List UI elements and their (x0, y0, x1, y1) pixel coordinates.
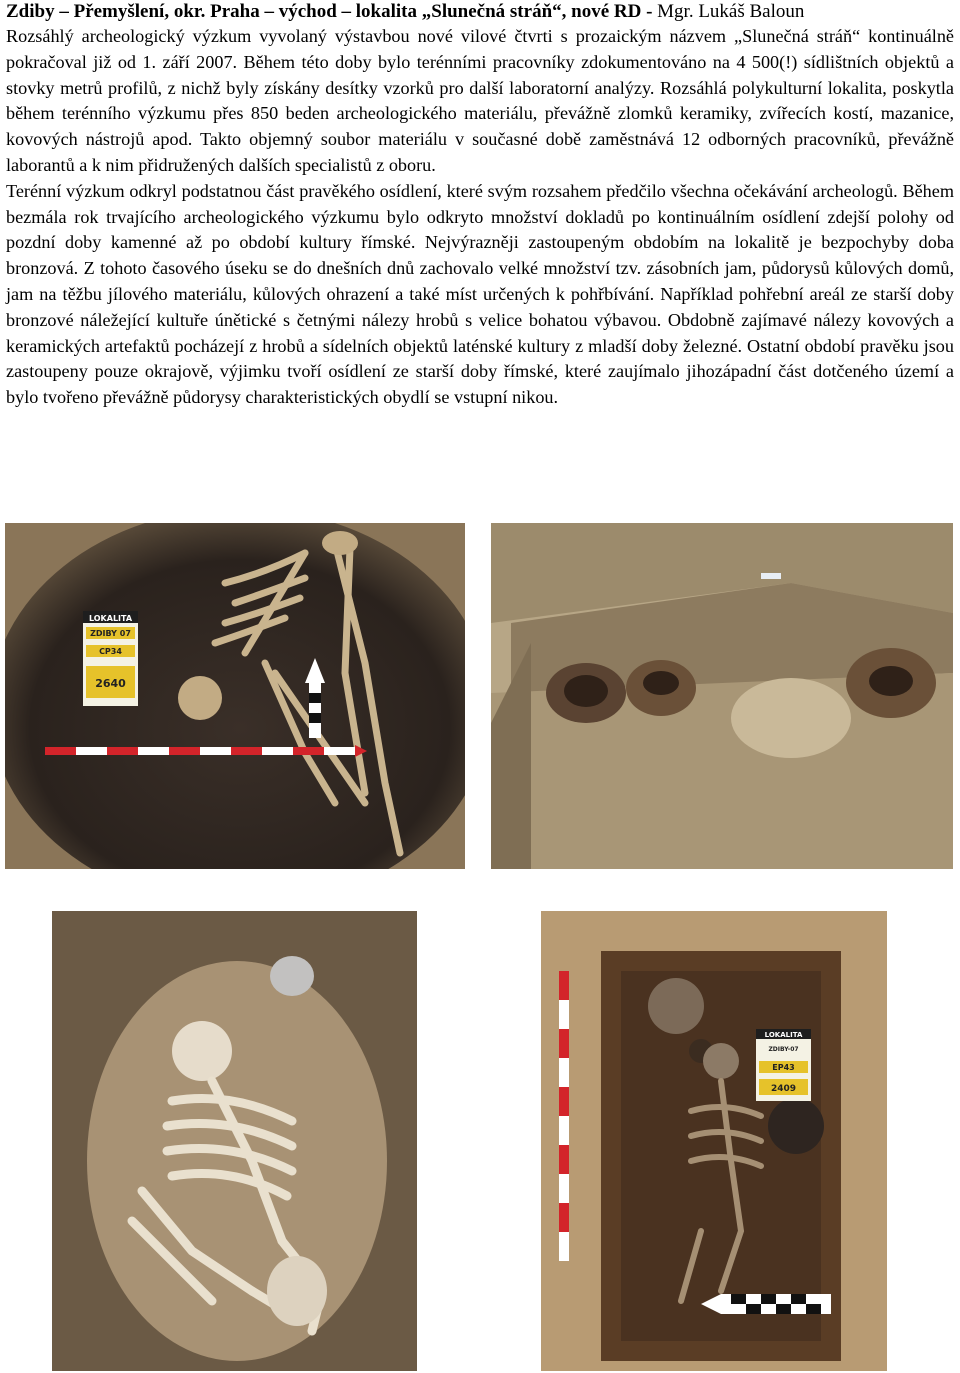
paragraph-1: Rozsáhlý archeologický výzkum vyvolaný výstavbou nové vilové čtvrti s prozaickým názvem „Slunečná stráň“ kontinuálně pokračoval již od 1. září 2007. Během této doby bylo terénními pracovníky zdokumentováno na 4 500(!) sídlištních objektů a stovky metrů profilů, z nichž byly získány desítky vzorků pro další laboratorní analýzy. Rozsáhlá polykulturní lokalita, poskytla během terénního výzkumu přes 850 beden archeologického materiálu, převážně zlomků keramiky, zvířecích kostí, mazanice, kovových nástrojů apod. Takto objemný soubor materiálu v současné době zaměstnává 12 odborných pracovníků, převážně laborantů a k nim přidružených dalších specialistů z oboru. (6, 26, 954, 175)
label-note: 2409 (770, 1084, 797, 1094)
photo-trench-with-vessels (491, 523, 953, 869)
photo-crouched-skeleton (52, 911, 417, 1371)
article (6, 0, 954, 411)
author: Mgr. Lukáš Baloun (652, 1, 805, 22)
photo-grave-with-vessels (541, 911, 887, 1371)
label-object: CP34 (99, 647, 122, 656)
label-heading: LOKALITA (88, 614, 133, 623)
label-object: EP43 (772, 1063, 795, 1072)
title-bold: Zdiby – Přemyšlení, okr. Praha – východ – lokalita „Slunečná stráň“, nové RD - (6, 1, 653, 22)
paragraph-2: Terénní výzkum odkryl podstatnou část pravěkého osídlení, které svým rozsahem předčilo všechna očekávání archeologů. Během bezmála rok trvajícího archeologického výzkumu bylo odkryto množství dokladů po kontinuálním osídlení zdejší polohy od pozdní doby kamenné až po období kultury římské. Nejvýrazněji zastoupeným obdobím na lokalitě je bezpochyby doba bronzová. Z tohoto časového úseku se do dnešních dnů zachovalo velké množství tzv. zásobních jam, půdorysů kůlových domů, jam na těžbu jílového materiálu, kůlových ohrazení a také míst určených k pohřbívání. Například pohřební areál ze starší doby bronzové náležející kultuře únětické s četnými nálezy hrobů s velice bohatou výbavou. Obdobně zajímavé nálezy kovových a keramických artefaktů pocházejí z hrobů a sídelních objektů laténské kultury z mladší doby železné. Ostatní období pravěku jsou zastoupeny pouze okrajově, výjimku tvoří osídlení ze starší doby římské, které zaujímalo jihozápadní část dotčeného území a bylo tvořeno převážně půdorysy charakteristických obydlí se vstupní nikou. (6, 180, 954, 408)
photo-skeleton-circular-pit (5, 523, 465, 869)
label-site: ZDIBY-07 (768, 1046, 799, 1053)
page-title (6, 0, 954, 24)
label-note: 2640 (95, 677, 126, 690)
label-site: ZDIBY 07 (90, 629, 131, 638)
label-heading: LOKALITA (764, 1031, 803, 1039)
